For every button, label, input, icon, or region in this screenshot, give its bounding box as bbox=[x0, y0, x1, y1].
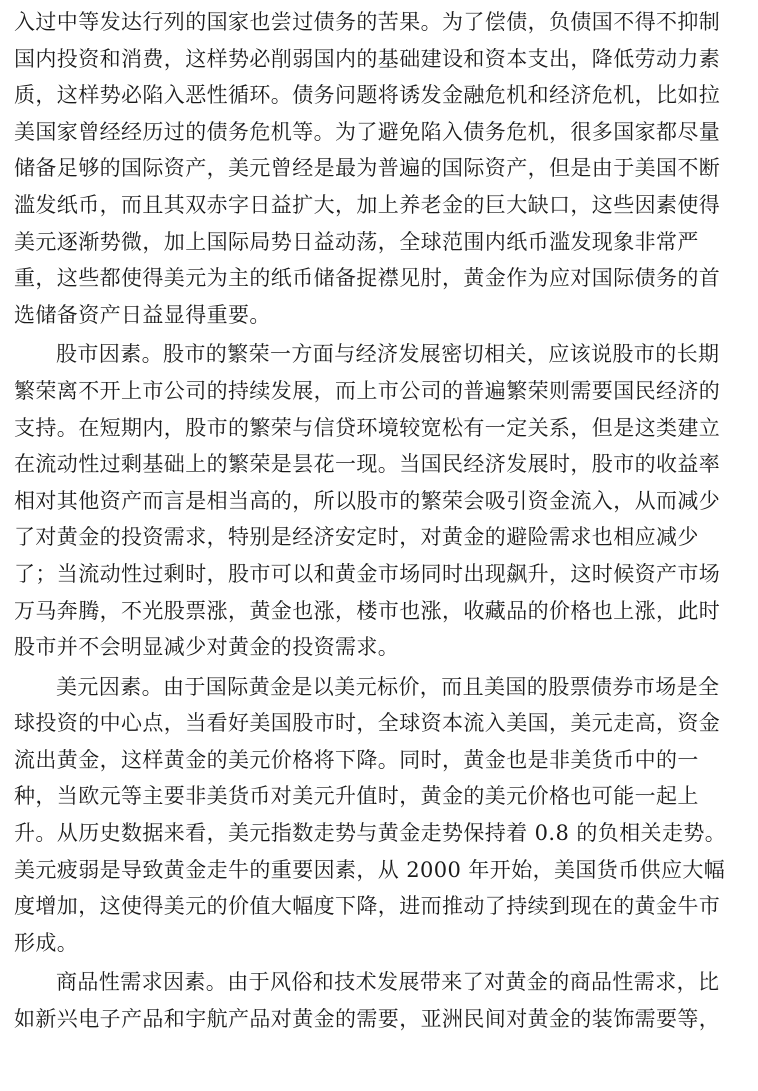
paragraph-stock-market bbox=[14, 336, 744, 665]
paragraph-dollar bbox=[14, 669, 744, 962]
text-line: 美国家曾经经历过的债务危机等。为了避免陷入债务危机，很多国家都尽量 bbox=[14, 119, 721, 144]
text-line: 万马奔腾，不光股票涨，黄金也涨，楼市也涨，收藏品的价格也上涨，此时 bbox=[14, 598, 721, 623]
text-line: 股市因素。股市的繁荣一方面与经济发展密切相关，应该说股市的长期 bbox=[56, 342, 720, 367]
text-line: 重，这些都使得美元为主的纸币储备捉襟见肘，黄金作为应对国际债务的首 bbox=[14, 266, 721, 291]
text-line: 国内投资和消费，这样势必削弱国内的基础建设和资本支出，降低劳动力素 bbox=[14, 46, 721, 71]
text-line: 球投资的中心点，当看好美国股市时，全球资本流入美国，美元走高，资金 bbox=[14, 711, 721, 736]
text-line: 商品性需求因素。由于风俗和技术发展带来了对黄金的商品性需求，比 bbox=[56, 970, 720, 995]
text-line: 度增加，这使得美元的价值大幅度下降，进而推动了持续到现在的黄金牛市 bbox=[14, 894, 721, 919]
text-line: 储备足够的国际资产，美元曾经是最为普遍的国际资产，但是由于美国不断 bbox=[14, 156, 721, 181]
paragraph-commodity-demand bbox=[14, 964, 744, 1037]
text-line: 相对其他资产而言是相当高的，所以股市的繁荣会吸引资金流入，从而减少 bbox=[14, 488, 721, 513]
text-line: 美元因素。由于国际黄金是以美元标价，而且美国的股票债券市场是全 bbox=[56, 674, 720, 699]
text-line: 选储备资产日益显得重要。 bbox=[14, 302, 271, 327]
text-line: 美元逐渐势微，加上国际局势日益动荡，全球范围内纸币滥发现象非常严 bbox=[14, 229, 699, 254]
text-line: 股市并不会明显减少对黄金的投资需求。 bbox=[14, 635, 400, 660]
text-line: 如新兴电子产品和宇航产品对黄金的需要，亚洲民间对黄金的装饰需要等， bbox=[14, 1007, 721, 1032]
text-line: 流出黄金，这样黄金的美元价格将下降。同时，黄金也是非美货币中的一 bbox=[14, 747, 699, 772]
text-line: 种，当欧元等主要非美货币对美元升值时，黄金的美元价格也可能一起上 bbox=[14, 784, 699, 809]
text-line: 质，这样势必陷入恶性循环。债务问题将诱发金融危机和经济危机，比如拉 bbox=[14, 83, 721, 108]
paragraph-debt bbox=[14, 4, 744, 333]
text-line: 形成。 bbox=[14, 930, 79, 955]
text-line: 繁荣离不开上市公司的持续发展，而上市公司的普遍繁荣则需要国民经济的 bbox=[14, 378, 721, 403]
text-line: 了对黄金的投资需求，特别是经济安定时，对黄金的避险需求也相应减少 bbox=[14, 525, 699, 550]
text-line: 入过中等发达行列的国家也尝过债务的苦果。为了偿债，负债国不得不抑制 bbox=[14, 10, 721, 34]
text-line: 滥发纸币，而且其双赤字日益扩大，加上养老金的巨大缺口，这些因素使得 bbox=[14, 192, 721, 217]
text-line: 支持。在短期内，股市的繁荣与信贷环境较宽松有一定关系，但是这类建立 bbox=[14, 415, 721, 440]
text-line: 在流动性过剩基础上的繁荣是昙花一现。当国民经济发展时，股市的收益率 bbox=[14, 452, 721, 477]
text-line: 美元疲弱是导致黄金走牛的重要因素，从 2000 年开始，美国货币供应大幅 bbox=[14, 857, 726, 882]
text-line: 了；当流动性过剩时，股市可以和黄金市场同时出现飙升，这时候资产市场 bbox=[14, 561, 721, 586]
text-line: 升。从历史数据来看，美元指数走势与黄金走势保持着 0.8 的负相关走势。 bbox=[14, 821, 727, 846]
